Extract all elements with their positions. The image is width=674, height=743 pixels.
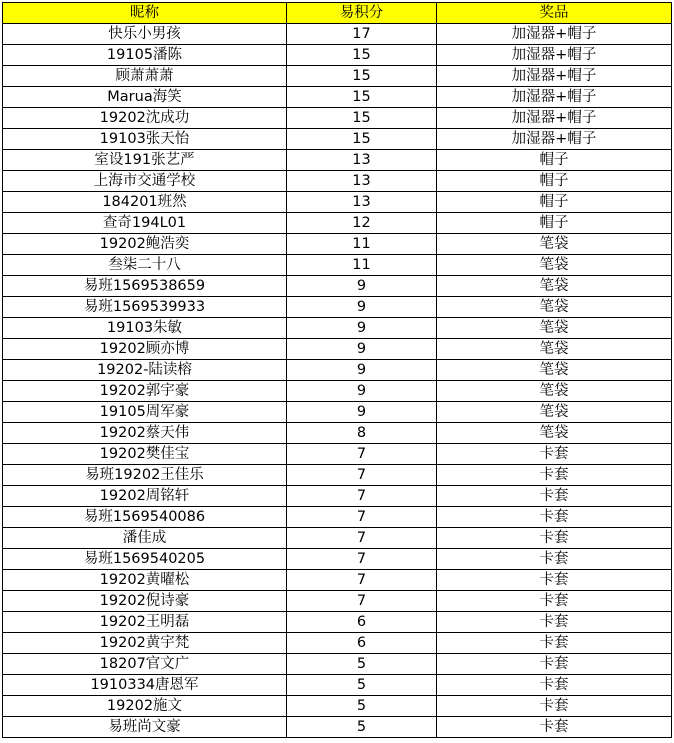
table-row	[3, 654, 672, 675]
cell-points: 9	[287, 318, 437, 339]
cell-prize: 卡套	[437, 675, 672, 696]
cell-nickname: 1910334唐恩军	[3, 675, 287, 696]
table-body	[3, 24, 672, 738]
cell-points: 9	[287, 381, 437, 402]
cell-prize: 帽子	[437, 192, 672, 213]
cell-nickname: Marua海笑	[3, 87, 287, 108]
table-row	[3, 171, 672, 192]
cell-points: 15	[287, 108, 437, 129]
cell-prize: 卡套	[437, 465, 672, 486]
cell-prize: 卡套	[437, 507, 672, 528]
header-prize: 奖品	[437, 3, 672, 24]
cell-nickname: 易班1569538659	[3, 276, 287, 297]
cell-points: 8	[287, 423, 437, 444]
cell-points: 17	[287, 24, 437, 45]
cell-prize: 卡套	[437, 717, 672, 738]
table-row	[3, 591, 672, 612]
table-row	[3, 87, 672, 108]
cell-prize: 卡套	[437, 570, 672, 591]
table-row	[3, 213, 672, 234]
table-row	[3, 717, 672, 738]
cell-points: 11	[287, 255, 437, 276]
cell-prize: 笔袋	[437, 423, 672, 444]
cell-points: 9	[287, 276, 437, 297]
cell-nickname: 19202蔡天伟	[3, 423, 287, 444]
cell-nickname: 19202樊佳宝	[3, 444, 287, 465]
cell-nickname: 19202王明磊	[3, 612, 287, 633]
cell-prize: 笔袋	[437, 318, 672, 339]
cell-nickname: 19202-陆读榕	[3, 360, 287, 381]
header-row	[3, 3, 672, 24]
cell-prize: 笔袋	[437, 255, 672, 276]
cell-points: 15	[287, 87, 437, 108]
table-row	[3, 192, 672, 213]
cell-prize: 笔袋	[437, 381, 672, 402]
cell-points: 12	[287, 213, 437, 234]
cell-points: 9	[287, 360, 437, 381]
cell-prize: 笔袋	[437, 339, 672, 360]
cell-points: 7	[287, 486, 437, 507]
table-row	[3, 675, 672, 696]
table-row	[3, 360, 672, 381]
cell-nickname: 19202倪诗豪	[3, 591, 287, 612]
table-row	[3, 528, 672, 549]
cell-prize: 加湿器+帽子	[437, 66, 672, 87]
cell-nickname: 查奇194L01	[3, 213, 287, 234]
table-row	[3, 297, 672, 318]
table-row	[3, 66, 672, 87]
table-row	[3, 339, 672, 360]
cell-nickname: 室设191张艺严	[3, 150, 287, 171]
cell-points: 5	[287, 696, 437, 717]
table-row	[3, 507, 672, 528]
cell-nickname: 快乐小男孩	[3, 24, 287, 45]
cell-prize: 帽子	[437, 171, 672, 192]
cell-nickname: 19105潘陈	[3, 45, 287, 66]
cell-prize: 帽子	[437, 213, 672, 234]
cell-nickname: 18207官文广	[3, 654, 287, 675]
cell-prize: 卡套	[437, 486, 672, 507]
cell-prize: 卡套	[437, 633, 672, 654]
table-row	[3, 381, 672, 402]
table-row	[3, 129, 672, 150]
table-row	[3, 549, 672, 570]
table-row	[3, 696, 672, 717]
cell-points: 7	[287, 507, 437, 528]
cell-points: 5	[287, 717, 437, 738]
cell-prize: 加湿器+帽子	[437, 108, 672, 129]
cell-nickname: 易班1569540205	[3, 549, 287, 570]
cell-points: 6	[287, 633, 437, 654]
cell-points: 13	[287, 171, 437, 192]
cell-points: 7	[287, 591, 437, 612]
cell-nickname: 19105周军豪	[3, 402, 287, 423]
header-nickname: 昵称	[3, 3, 287, 24]
cell-prize: 卡套	[437, 591, 672, 612]
cell-prize: 卡套	[437, 612, 672, 633]
cell-nickname: 叁柒二十八	[3, 255, 287, 276]
table-row	[3, 45, 672, 66]
table-row	[3, 570, 672, 591]
table-row	[3, 24, 672, 45]
cell-prize: 卡套	[437, 549, 672, 570]
table-row	[3, 465, 672, 486]
cell-prize: 加湿器+帽子	[437, 45, 672, 66]
cell-prize: 加湿器+帽子	[437, 129, 672, 150]
cell-prize: 卡套	[437, 654, 672, 675]
cell-nickname: 19103张天怡	[3, 129, 287, 150]
cell-points: 7	[287, 444, 437, 465]
cell-nickname: 潘佳成	[3, 528, 287, 549]
cell-nickname: 184201班然	[3, 192, 287, 213]
table-row	[3, 444, 672, 465]
cell-points: 7	[287, 465, 437, 486]
cell-prize: 笔袋	[437, 276, 672, 297]
cell-points: 7	[287, 528, 437, 549]
points-prize-table	[2, 2, 672, 738]
cell-points: 9	[287, 297, 437, 318]
cell-points: 15	[287, 129, 437, 150]
cell-prize: 卡套	[437, 696, 672, 717]
table-row	[3, 402, 672, 423]
table-row	[3, 234, 672, 255]
cell-points: 15	[287, 66, 437, 87]
cell-nickname: 上海市交通学校	[3, 171, 287, 192]
cell-prize: 笔袋	[437, 234, 672, 255]
cell-points: 13	[287, 192, 437, 213]
cell-nickname: 19202周铭轩	[3, 486, 287, 507]
cell-nickname: 19202沈成功	[3, 108, 287, 129]
cell-points: 13	[287, 150, 437, 171]
cell-nickname: 易班1569540086	[3, 507, 287, 528]
cell-prize: 加湿器+帽子	[437, 24, 672, 45]
cell-nickname: 19202黄曜松	[3, 570, 287, 591]
table-row	[3, 318, 672, 339]
cell-prize: 卡套	[437, 444, 672, 465]
table-row	[3, 612, 672, 633]
cell-points: 11	[287, 234, 437, 255]
cell-prize: 卡套	[437, 528, 672, 549]
table-row	[3, 150, 672, 171]
cell-prize: 帽子	[437, 150, 672, 171]
cell-points: 9	[287, 402, 437, 423]
cell-nickname: 19202郭宇豪	[3, 381, 287, 402]
cell-nickname: 易班1569539933	[3, 297, 287, 318]
table-row	[3, 108, 672, 129]
cell-points: 6	[287, 612, 437, 633]
cell-prize: 笔袋	[437, 360, 672, 381]
cell-points: 7	[287, 549, 437, 570]
cell-points: 5	[287, 654, 437, 675]
cell-nickname: 19202施文	[3, 696, 287, 717]
table-row	[3, 423, 672, 444]
cell-points: 7	[287, 570, 437, 591]
cell-points: 5	[287, 675, 437, 696]
cell-prize: 笔袋	[437, 402, 672, 423]
cell-prize: 加湿器+帽子	[437, 87, 672, 108]
cell-nickname: 易班19202王佳乐	[3, 465, 287, 486]
cell-prize: 笔袋	[437, 297, 672, 318]
table-row	[3, 633, 672, 654]
cell-nickname: 19103朱敏	[3, 318, 287, 339]
table-row	[3, 255, 672, 276]
cell-nickname: 19202黄宇梵	[3, 633, 287, 654]
header-points: 易积分	[287, 3, 437, 24]
cell-points: 15	[287, 45, 437, 66]
cell-nickname: 19202鲍浩奕	[3, 234, 287, 255]
cell-nickname: 顾萧萧萧	[3, 66, 287, 87]
table-row	[3, 276, 672, 297]
table-row	[3, 486, 672, 507]
cell-nickname: 易班尚文豪	[3, 717, 287, 738]
cell-points: 9	[287, 339, 437, 360]
cell-nickname: 19202顾亦博	[3, 339, 287, 360]
